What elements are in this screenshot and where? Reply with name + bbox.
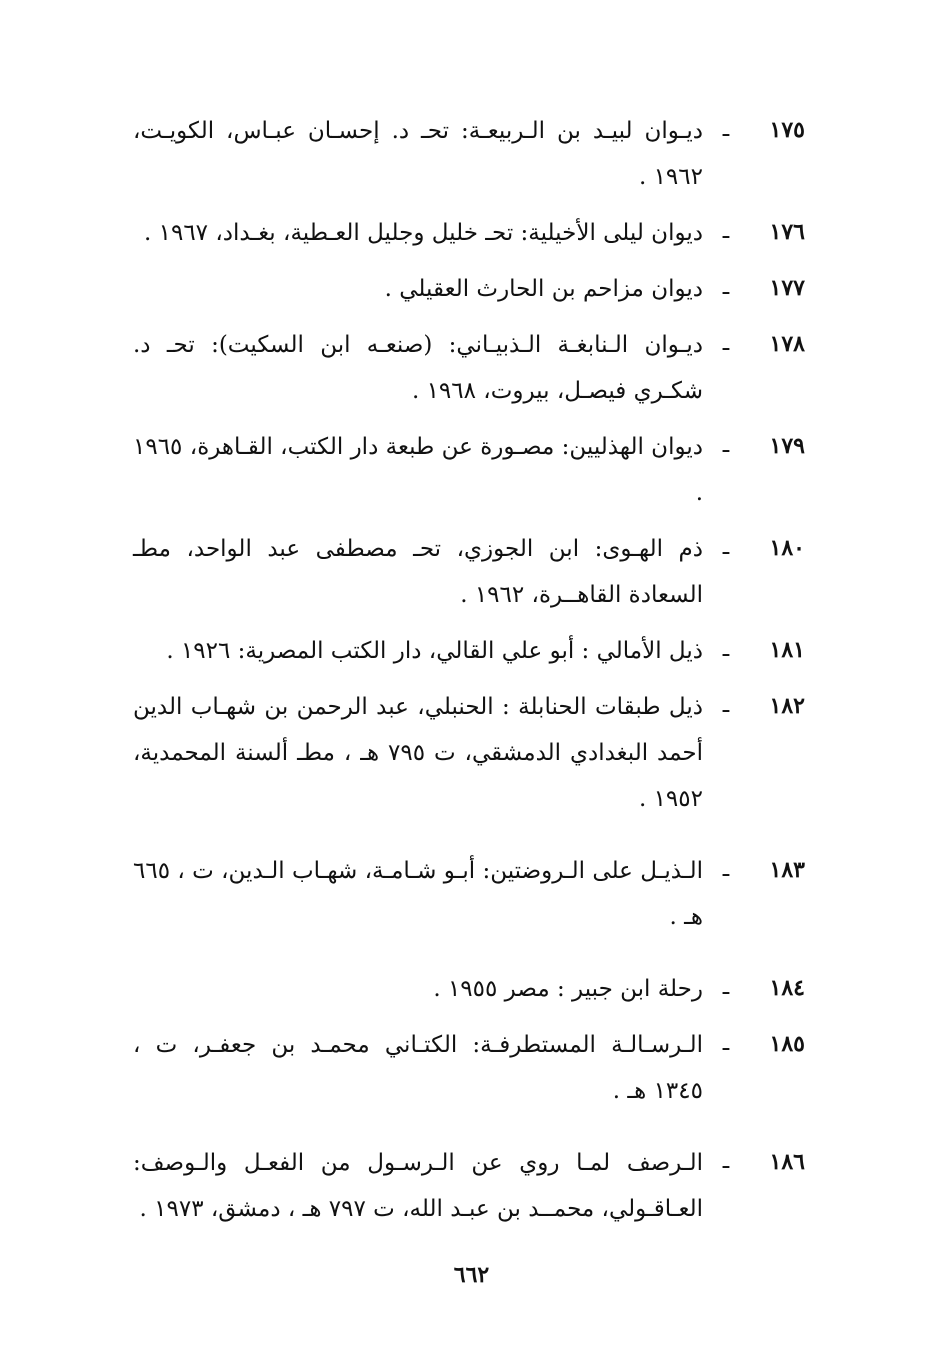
entry-number: ١٨٥ [769,1031,805,1057]
entry-dash: ـ [722,857,730,882]
bibliography-entry [133,424,805,516]
entry-number: ١٨١ [769,637,805,663]
entry-text: الـرسـالـة المستطرفـة: الكتـاني محمـد بن جعفـر، ت ، ١٣٤٥ هـ . [133,1032,703,1104]
entry-text: ديوان مزاحم بن الحارث العقيلي . [384,276,703,302]
entry-number: ١٨٤ [769,975,805,1001]
entry-text: ديـوان الـنابغـة الـذبيـاني: (صنعـه ابن السكيت): تحـ د. شكـري فيصـل، بيروت، ١٩٦٨ . [133,332,703,404]
entry-dash: ـ [722,637,730,662]
entry-number: ١٨٦ [769,1149,805,1175]
entry-dash: ـ [722,975,730,1000]
bibliography-entry [133,526,805,618]
entry-dash: ـ [722,433,730,458]
entry-number: ١٨٠ [769,535,805,561]
entry-text: ديوان ليلى الأخيلية: تحـ خليل وجليل العـطية، بغـداد، ١٩٦٧ . [143,220,703,246]
bibliography-entry [133,266,805,312]
entry-text: ديوان الهذليين: مصـورة عن طبعة دار الكتب، القـاهرة، ١٩٦٥ . [133,434,703,506]
entry-dash: ـ [722,331,730,356]
bibliography-entry [133,628,805,674]
bibliography-entry [133,684,805,822]
entry-text: الـرصف لمـا روي عن الـرسـول من الفعـل والـوصف: العـاقـولي، محمــد بن عبـد الله، ت ٧٩٧ هـ ، دمشق، ١٩٧٣ . [133,1150,703,1222]
entry-number: ١٧٦ [769,219,805,245]
entry-text: الـذيـل على الـروضتين: أبـو شـامـة، شهـاب الـدين، ت ، ٦٦٥ هـ . [133,858,703,930]
bibliography-entry [133,966,805,1012]
entry-dash: ـ [722,693,730,718]
entry-number: ١٧٨ [769,331,805,357]
bibliography-entry [133,848,805,940]
entry-dash: ـ [722,1031,730,1056]
bibliography-entry [133,108,805,200]
entry-text: رحلة ابن جبير : مصر ١٩٥٥ . [433,976,703,1002]
entry-dash: ـ [722,1149,730,1174]
entry-number: ١٧٧ [769,275,805,301]
entry-number: ١٧٩ [769,433,805,459]
bibliography-entry [133,210,805,256]
bibliography-entry [133,322,805,414]
entry-dash: ـ [722,219,730,244]
entry-text: ذم الهـوى: ابن الجوزي، تحـ مصطفى عبد الواحد، مطـ السعادة القاهــرة، ١٩٦٢ . [133,536,703,608]
bibliography-list [133,108,805,1242]
entry-dash: ـ [722,275,730,300]
entry-number: ١٧٥ [769,117,805,143]
entry-text: ذيل الأمالي : أبو علي القالي، دار الكتب المصرية: ١٩٢٦ . [166,638,703,664]
entry-text: ديـوان لبيـد بن الـربيعـة: تحـ د. إحسـان عبـاس، الكويـت، ١٩٦٢ . [133,118,703,190]
page-number: ٦٦٢ [453,1262,490,1288]
bibliography-entry [133,1022,805,1114]
entry-number: ١٨٣ [769,857,805,883]
bibliography-entry [133,1140,805,1232]
entry-text: ذيل طبقات الحنابلة : الحنبلي، عبد الرحمن بن شهـاب الدين أحمد البغدادي الدمشقي، ت ٧٩٥ هـ ، مطـ ألسنة المحمدية، ١٩٥٢ . [133,694,703,812]
entry-dash: ـ [722,117,730,142]
entry-number: ١٨٢ [769,693,805,719]
entry-dash: ـ [722,535,730,560]
